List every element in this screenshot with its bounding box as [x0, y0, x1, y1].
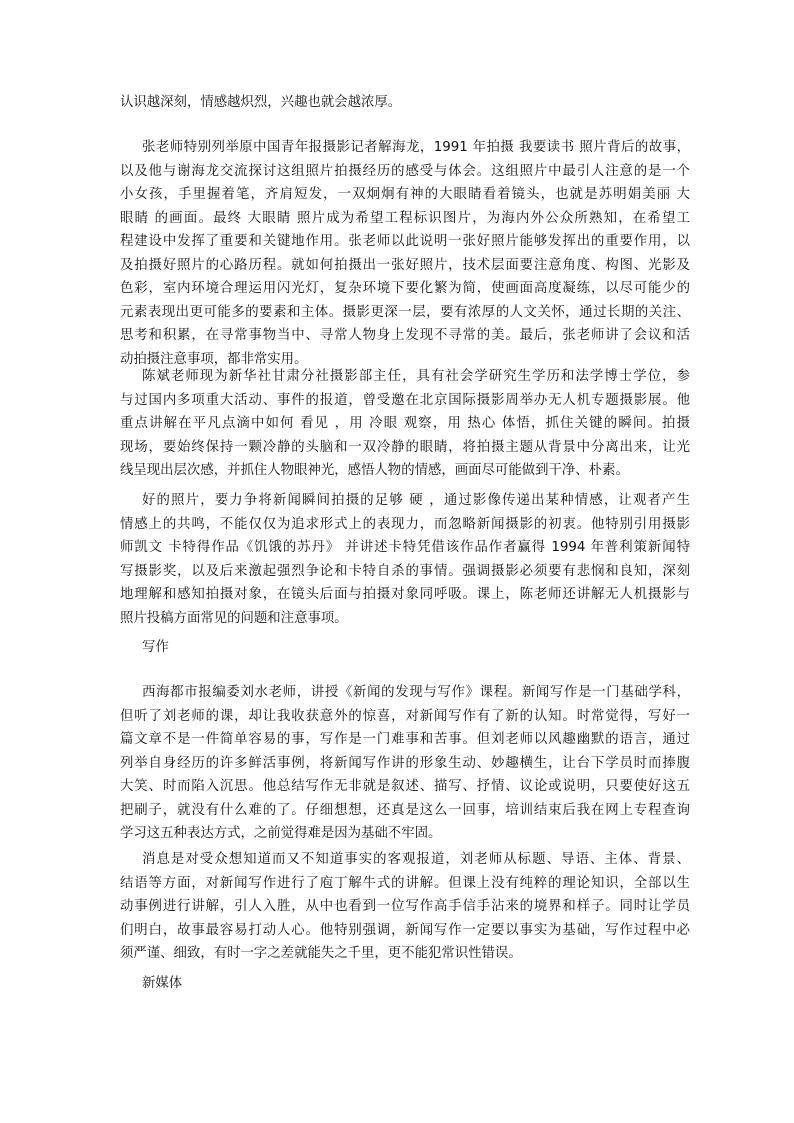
paragraph-2	[120, 365, 690, 483]
section-heading-writing: 写作	[142, 640, 169, 655]
text-line: 及拍摄好照片的心路历程。就如何拍摄出一张好照片，技术层面要注意角度、构图、光影及	[120, 257, 690, 273]
text-line: 但听了刘老师的课，却让我收获意外的惊喜，对新闻写作有了新的认知。时常觉得，写好一	[120, 708, 690, 724]
text-line: 结语等方面，对新闻写作进行了庖丁解牛式的讲解。但课上没有纯粹的理论知识，全部以生	[120, 875, 690, 891]
text-line: 把刷子，就没有什么难的了。仔细想想，还真是这么一回事，培训结束后我在网上专程查询	[120, 802, 690, 818]
text-line: 以及他与谢海龙交流探讨这组照片拍摄经历的感受与体会。这组照片中最引人注意的是一个	[120, 163, 690, 179]
text-line: 照片投稿方面常见的问题和注意事项。	[120, 610, 348, 626]
paragraph-3	[120, 489, 690, 630]
text-line: 张老师特别列举原中国青年报摄影记者解海龙，1991 年拍摄 我要读书 照片背后的故事，	[142, 140, 690, 155]
paragraph-0	[120, 91, 690, 115]
text-line: 元素表现出更可能多的要素和主体。摄影更深一层，要有浓厚的人文关怀，通过长期的关注、	[120, 304, 690, 320]
text-line: 须严谨、细致，有时一字之差就能失之千里，更不能犯常识性错误。	[120, 946, 522, 961]
text-line: 认识越深刻，情感越炽烈，兴趣也就会越浓厚。	[120, 95, 402, 110]
text-line: 与过国内多项重大活动、事件的报道，曾受邀在北京国际摄影周举办无人机专题摄影展。他	[120, 392, 690, 408]
text-line: 动拍摄注意事项，都非常实用。	[120, 351, 308, 367]
text-line: 线呈现出层次感，并抓住人物眼神光，感悟人物的情感，画面尽可能做到干净、朴素。	[120, 463, 629, 478]
text-line: 写摄影奖，以及后来激起强烈争论和卡特自杀的事情。强调摄影必须要有悲悯和良知，深刻	[120, 563, 690, 579]
text-line: 思考和积累，在寻常事物当中、寻常人物身上发现不寻常的美。最后，张老师讲了会议和活	[120, 328, 690, 343]
paragraph-1	[120, 136, 690, 371]
text-line: 学习这五种表达方式，之前觉得难是因为基础不牢固。	[120, 826, 442, 841]
text-line: 大笑、时而陷入沉思。他总结写作无非就是叙述、描写、抒情、议论或说明，只要使好这五	[120, 779, 690, 794]
text-line: 眼睛 的画面。最终 大眼睛 照片成为希望工程标识图片，为海内外公众所熟知，在希望工	[120, 210, 690, 226]
text-line: 们明白，故事最容易打动人心。他特别强调，新闻写作一定要以事实为基础，写作过程中必	[120, 922, 690, 938]
text-line: 师凯文 卡特得作品《饥饿的苏丹》 并讲述卡特凭借该作品作者赢得 1994 年普利策新闻特	[120, 540, 690, 555]
text-line: 列举自身经历的许多鲜活事例，将新闻写作讲的形象生动、妙趣横生，让台下学员时而捧腹	[120, 755, 690, 771]
text-line: 陈斌老师现为新华社甘肃分社摄影部主任，具有社会学研究生学历和法学博士学位，参	[142, 369, 690, 384]
text-line: 程建设中发挥了重要和关键地作用。张老师以此说明一张好照片能够发挥出的重要作用，以	[120, 234, 690, 249]
section-heading-new-media: 新媒体	[142, 976, 183, 991]
text-line: 重点讲解在平凡点滴中如何 看见 ，用 冷眼 观察，用 热心 体悟，抓住关键的瞬间。拍摄	[120, 416, 690, 431]
text-line: 篇文章不是一件简单容易的事，写作是一门难事和苦事。但刘老师以风趣幽默的语言，通过	[120, 732, 690, 747]
text-line: 动事例进行讲解，引人入胜，从中也看到一位写作高手信手沾来的境界和样子。同时让学员	[120, 899, 690, 914]
paragraph-5	[120, 848, 690, 966]
text-line: 地理解和感知拍摄对象，在镜头后面与拍摄对象同呼吸。课上，陈老师还讲解无人机摄影与	[120, 587, 690, 602]
text-line: 消息是对受众想知道而又不知道事实的客观报道，刘老师从标题、导语、主体、背景、	[142, 852, 690, 867]
text-line: 西海都市报编委刘水老师，讲授《新闻的发现与写作》课程。新闻写作是一门基础学科，	[142, 685, 690, 700]
text-line: 色彩，室内环境合理运用闪光灯，复杂环境下要化繁为简，使画面高度凝练，以尽可能少的	[120, 281, 690, 296]
text-line: 情感上的共鸣，不能仅仅为追求形式上的表现力，而忽略新闻摄影的初衷。他特别引用摄影	[120, 516, 690, 532]
text-line: 好的照片，要力争将新闻瞬间拍摄的足够 硬 ，通过影像传递出某种情感，让观者产生	[142, 493, 690, 508]
paragraph-4	[120, 681, 690, 846]
text-line: 小女孩，手里握着笔，齐肩短发，一双炯炯有神的大眼睛看着镜头，也就是苏明娟美丽 大	[120, 187, 690, 202]
text-line: 现场，要始终保持一颗冷静的头脑和一双冷静的眼睛，将拍摄主题从背景中分离出来，让光	[120, 439, 690, 455]
